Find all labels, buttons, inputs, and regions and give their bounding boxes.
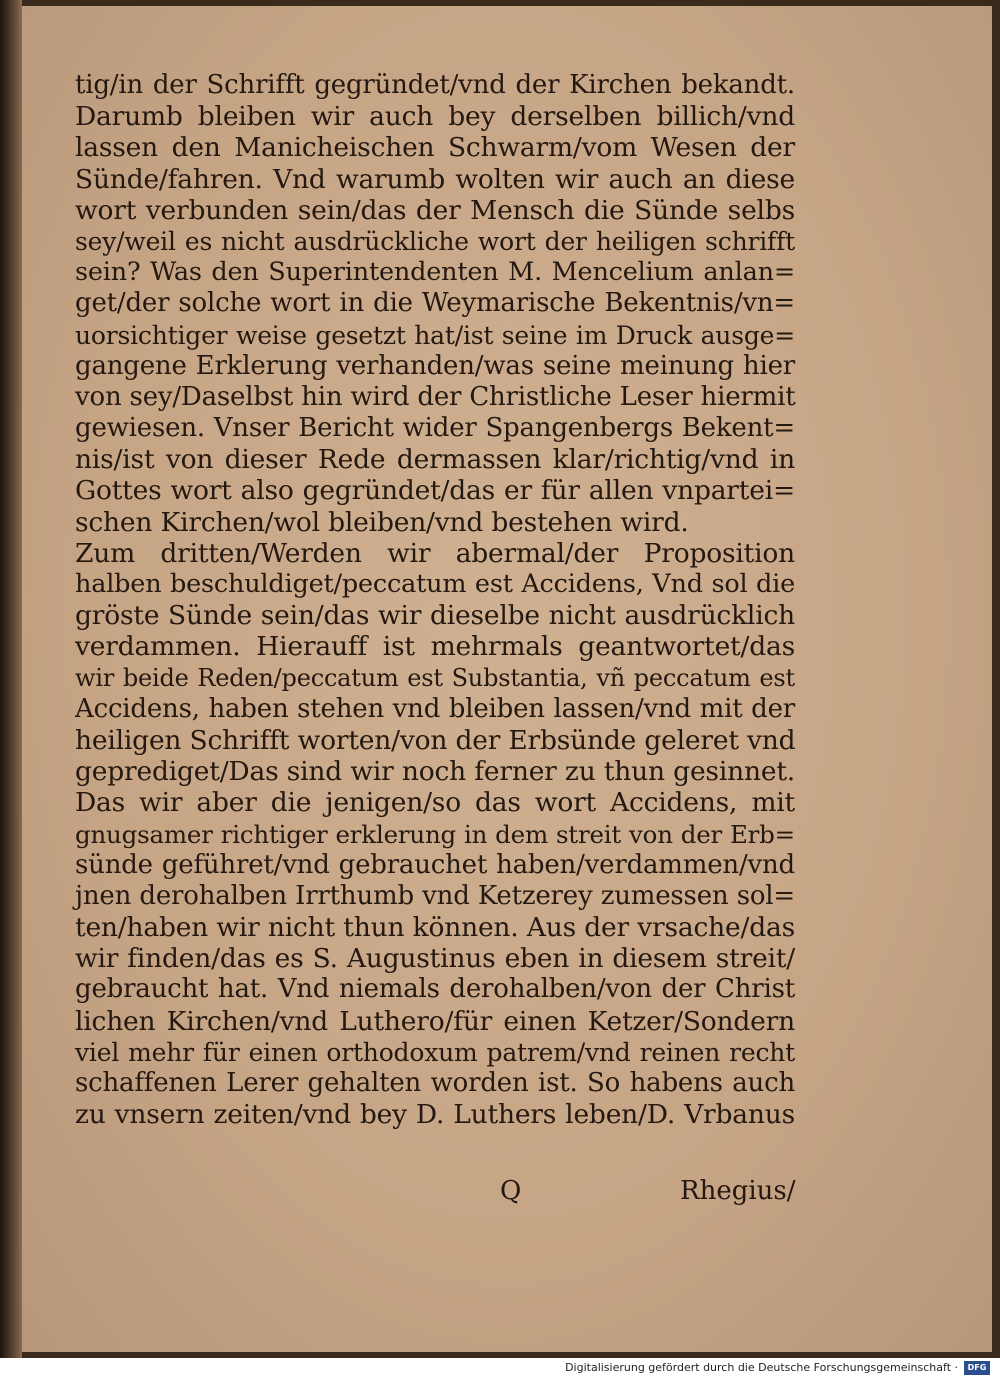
text-line: nis/ist von dieser Rede dermassen klar/richtig/vnd in xyxy=(75,444,795,476)
text-line: gebraucht hat. Vnd niemals derohalben/von der Christ xyxy=(75,974,795,1005)
funding-credit: Digitalisierung gefördert durch die Deutsche Forschungsgemeinschaft · xyxy=(565,1361,958,1374)
text-line: gewiesen. Vnser Bericht wider Spangenbergs Bekent= xyxy=(75,413,795,444)
text-line: gangene Erklerung verhanden/was seine meinung hier xyxy=(75,350,795,381)
text-line: geprediget/Das sind wir noch ferner zu thun gesinnet. xyxy=(75,756,795,788)
text-line: Das wir aber die jenigen/so das wort Accidens, mit xyxy=(75,787,795,819)
body-text xyxy=(75,70,795,1130)
text-line: wir beide Reden/peccatum est Substantia, vñ peccatum est xyxy=(75,663,795,692)
dfg-logo-icon: DFG xyxy=(964,1361,990,1375)
text-line: sey/weil es nicht ausdrückliche wort der heiligen schrifft xyxy=(75,226,795,256)
text-line: get/der solche wort in die Weymarische Bekentnis/vn= xyxy=(75,288,795,319)
signature-mark: Q xyxy=(500,1176,522,1206)
text-line: Accidens, haben stehen vnd bleiben lassen/vnd mit der xyxy=(75,693,795,724)
text-line: lassen den Manicheischen Schwarm/vom Wesen der xyxy=(75,132,795,164)
text-line: gröste Sünde sein/das wir dieselbe nicht ausdrücklich xyxy=(75,600,795,632)
text-line: lichen Kirchen/vnd Luthero/für einen Ketzer/Sondern xyxy=(75,1005,795,1037)
text-line: uorsichtiger weise gesetzt hat/ist seine im Druck ausge= xyxy=(75,320,795,350)
text-line: Darumb bleiben wir auch bey derselben billich/vnd xyxy=(75,101,795,133)
text-line: tig/in der Schrifft gegründet/vnd der Kirchen bekandt. xyxy=(75,70,795,100)
text-line: Gottes wort also gegründet/das er für allen vnpartei= xyxy=(75,475,795,507)
text-line: heiligen Schrifft worten/von der Erbsünde geleret vnd xyxy=(75,724,796,756)
text-line: Zum dritten/Werden wir abermal/der Proposition xyxy=(75,537,795,569)
text-line: schen Kirchen/wol bleiben/vnd bestehen wird. xyxy=(75,506,689,538)
text-line: halben beschuldiget/peccatum est Accidens, Vnd sol die xyxy=(75,569,795,599)
book-gutter xyxy=(0,0,22,1358)
text-line: sein? Was den Superintendenten M. Mencelium anlan= xyxy=(75,257,795,288)
footer-bar xyxy=(0,1358,1000,1379)
text-line: wir finden/das es S. Augustinus eben in diesem streit/ xyxy=(75,943,795,975)
text-line: wort verbunden sein/das der Mensch die Sünde selbs xyxy=(75,194,795,226)
catchword: Rhegius/ xyxy=(680,1176,796,1206)
text-line: verdammen. Hierauff ist mehrmals geantwortet/das xyxy=(75,631,795,663)
text-line: sünde geführet/vnd gebrauchet haben/verdammen/vnd xyxy=(75,849,795,880)
text-line: viel mehr für einen orthodoxum patrem/vnd reinen recht xyxy=(75,1037,795,1067)
text-line: Sünde/fahren. Vnd warumb wolten wir auch an diese xyxy=(75,163,795,195)
text-line: jnen derohalben Irrthumb vnd Ketzerey zumessen sol= xyxy=(75,880,795,911)
text-line: schaffenen Lerer gehalten worden ist. So habens auch xyxy=(75,1068,795,1098)
text-line: gnugsamer richtiger erklerung in dem streit von der Erb= xyxy=(75,819,795,849)
text-line: zu vnsern zeiten/vnd bey D. Luthers leben/D. Vrbanus xyxy=(75,1099,795,1131)
text-line: von sey/Daselbst hin wird der Christliche Leser hiermit xyxy=(75,381,796,412)
text-line: ten/haben wir nicht thun können. Aus der vrsache/das xyxy=(75,912,795,944)
